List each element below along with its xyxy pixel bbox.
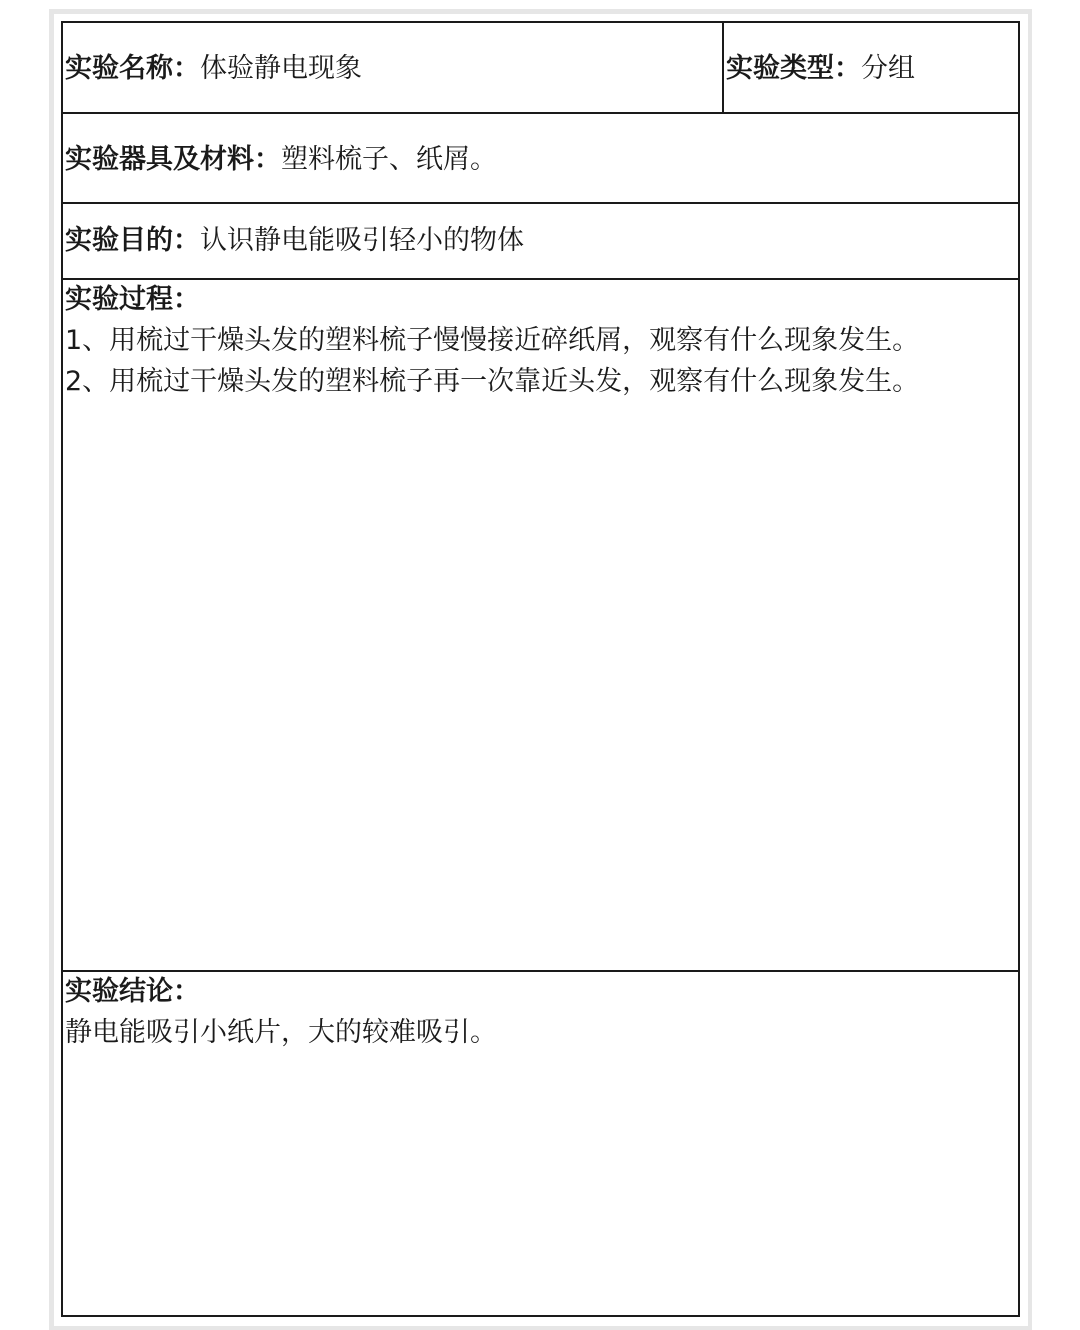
experiment-name-label: 实验名称： (65, 53, 200, 84)
process-step-2: 2、用梳过干燥头发的塑料梳子再一次靠近头发，观察有什么现象发生。 (65, 366, 920, 397)
conclusion-label: 实验结论： (65, 976, 200, 1007)
purpose-label: 实验目的： (65, 225, 200, 256)
conclusion-value: 静电能吸引小纸片，大的较难吸引。 (65, 1017, 497, 1048)
experiment-name-value: 体验静电现象 (200, 53, 362, 84)
row-conclusion (63, 972, 1018, 1315)
materials-value: 塑料梳子、纸屑。 (281, 144, 497, 175)
process-label: 实验过程： (65, 284, 200, 315)
cell-experiment-name (63, 23, 724, 112)
experiment-type-label: 实验类型： (726, 53, 861, 84)
row-purpose (63, 204, 1018, 280)
materials-line (65, 144, 497, 176)
cell-experiment-type (724, 23, 1018, 112)
experiment-record-table (61, 21, 1020, 1317)
process-step-1: 1、用梳过干燥头发的塑料梳子慢慢接近碎纸屑，观察有什么现象发生。 (65, 325, 920, 356)
purpose-line (65, 225, 524, 257)
row-name-type (63, 23, 1018, 114)
experiment-type-value: 分组 (861, 53, 915, 84)
materials-label: 实验器具及材料： (65, 144, 281, 175)
experiment-name-line (65, 53, 362, 85)
row-process (63, 280, 1018, 972)
experiment-type-line (726, 53, 915, 85)
row-materials (63, 114, 1018, 204)
purpose-value: 认识静电能吸引轻小的物体 (200, 225, 524, 256)
